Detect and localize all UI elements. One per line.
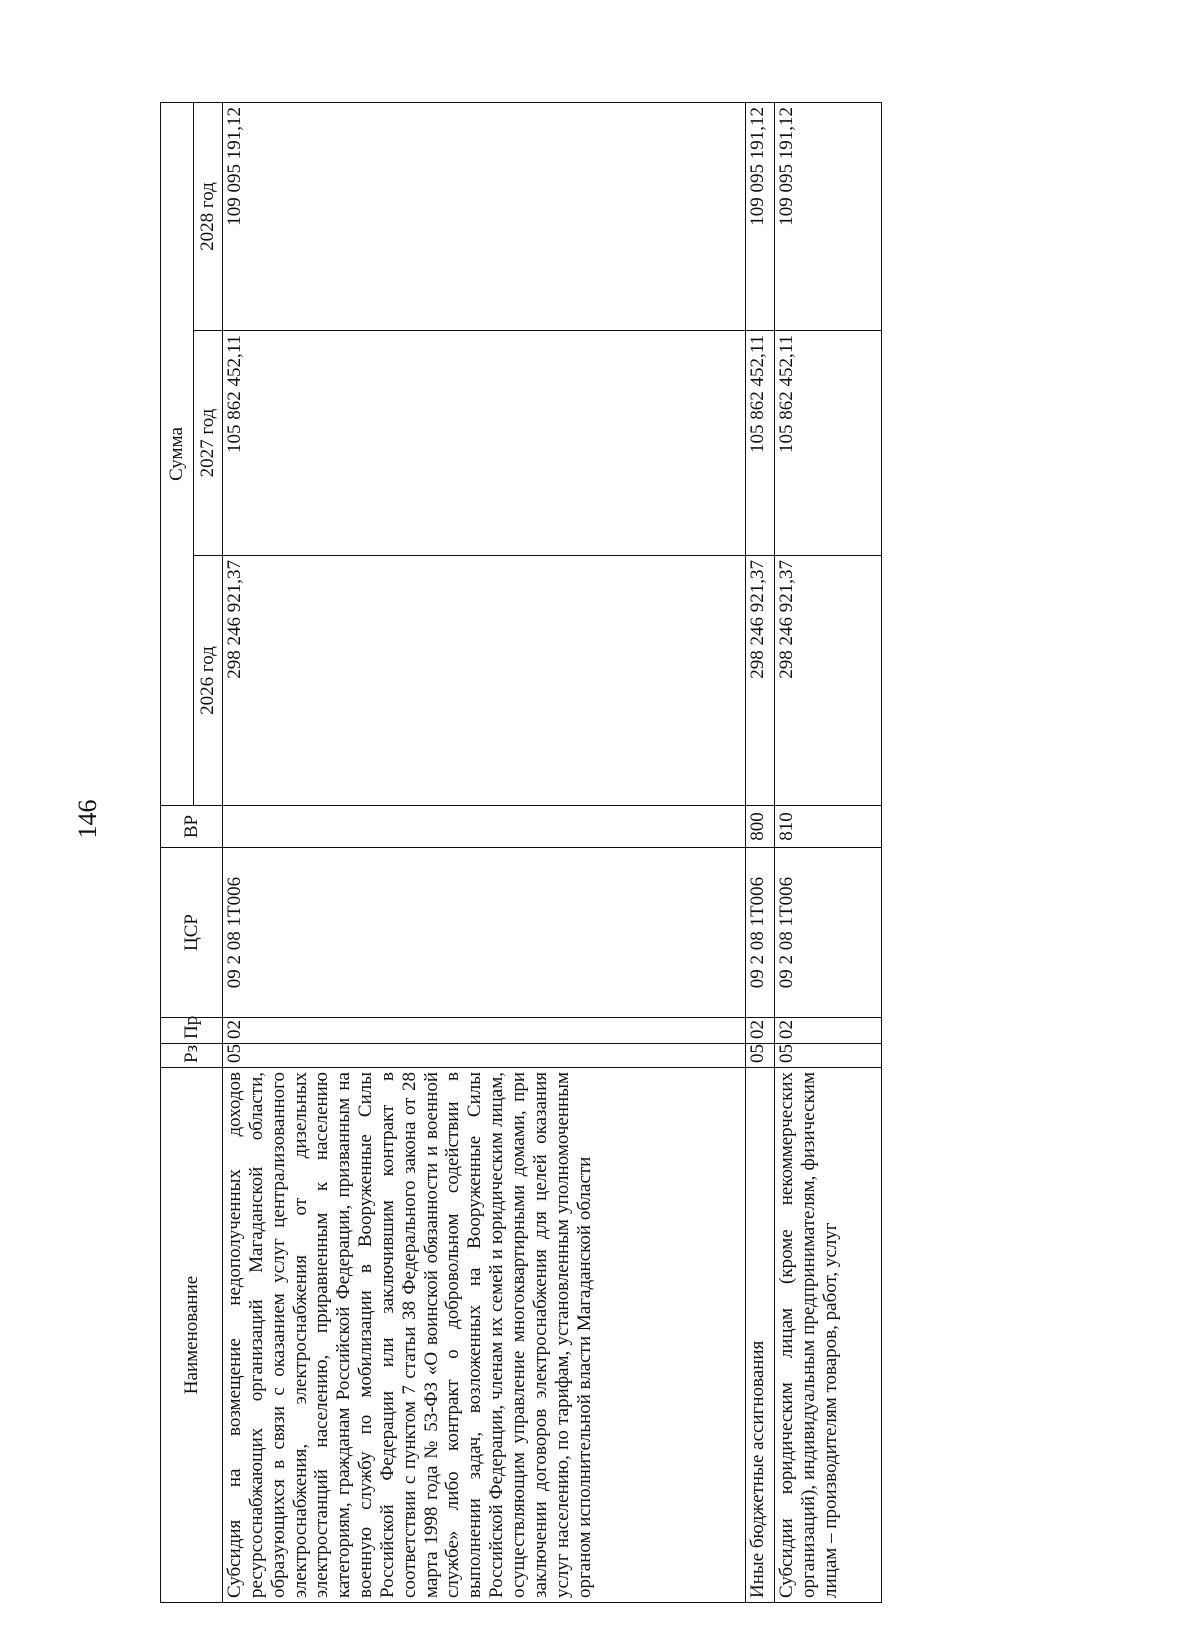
- row-sum-2027: 105 862 452,11: [223, 331, 746, 556]
- row-sum-2026: 298 246 921,37: [746, 556, 775, 806]
- header-rz: Рз: [161, 1044, 223, 1068]
- row-sum-2028: 109 095 191,12: [746, 103, 775, 331]
- header-vr: ВР: [161, 806, 223, 848]
- table-row: [775, 103, 882, 1603]
- row-sum-2026: 298 246 921,37: [223, 556, 746, 806]
- row-csr: 09 2 08 1Т006: [775, 848, 882, 1018]
- table-row: [746, 103, 775, 1603]
- page-number: 146: [73, 799, 102, 839]
- header-pr: Пр: [161, 1018, 223, 1044]
- row-name: Субсидии юридическим лицам (кроме некоммерческих организаций), индивидуальным предпринимателям, физическим лицам – производителям товаров, работ, услуг: [775, 1068, 882, 1603]
- header-name: Наименование: [161, 1068, 223, 1603]
- row-rz: 05: [746, 1044, 775, 1068]
- row-csr: 09 2 08 1Т006: [223, 848, 746, 1018]
- row-vr: 800: [746, 806, 775, 848]
- row-vr: 810: [775, 806, 882, 848]
- table-header-row: [161, 103, 194, 1603]
- row-pr: 02: [775, 1018, 882, 1044]
- row-sum-2026: 298 246 921,37: [775, 556, 882, 806]
- row-sum-2027: 105 862 452,11: [746, 331, 775, 556]
- row-rz: 05: [223, 1044, 746, 1068]
- row-pr: 02: [223, 1018, 746, 1044]
- budget-table-container: [160, 103, 900, 1603]
- row-sum-2027: 105 862 452,11: [775, 331, 882, 556]
- header-2027: 2027 год: [194, 331, 223, 556]
- table-row: [223, 103, 746, 1603]
- header-csr: ЦСР: [161, 848, 223, 1018]
- budget-table: [160, 102, 882, 1603]
- row-name: Субсидия на возмещение недополученных доходов ресурсоснабжающих организаций Магаданской области, образующихся в связи с оказанием услуг централизованного электроснабжения, электроснабжения от дизельных электростанций населению, приравненным к населению категориям, гражданам Российской Федерации, призванным на военную службу по мобилизации в Вооруженные Силы Российской Федерации или заключившим контракт в соответствии с пунктом 7 статьи 38 Федерального закона от 28 марта 1998 года № 53-ФЗ «О воинской обязанности и военной службе» либо контракт о добровольном содействии в выполнении задач, возложенных на Вооруженные Силы Российской Федерации, членам их семей и юридическим лицам, осуществляющим управление многоквартирными домами, при заключении договоров электроснабжения для целей оказания услуг населению, по тарифам, установленным уполномоченным органом исполнительной власти Магаданской области: [223, 1068, 746, 1603]
- row-sum-2028: 109 095 191,12: [223, 103, 746, 331]
- row-name: Иные бюджетные ассигнования: [746, 1068, 775, 1603]
- row-rz: 05: [775, 1044, 882, 1068]
- header-2026: 2026 год: [194, 556, 223, 806]
- row-sum-2028: 109 095 191,12: [775, 103, 882, 331]
- row-vr: [223, 806, 746, 848]
- header-2028: 2028 год: [194, 103, 223, 331]
- header-sum: Сумма: [161, 103, 194, 806]
- row-pr: 02: [746, 1018, 775, 1044]
- row-csr: 09 2 08 1Т006: [746, 848, 775, 1018]
